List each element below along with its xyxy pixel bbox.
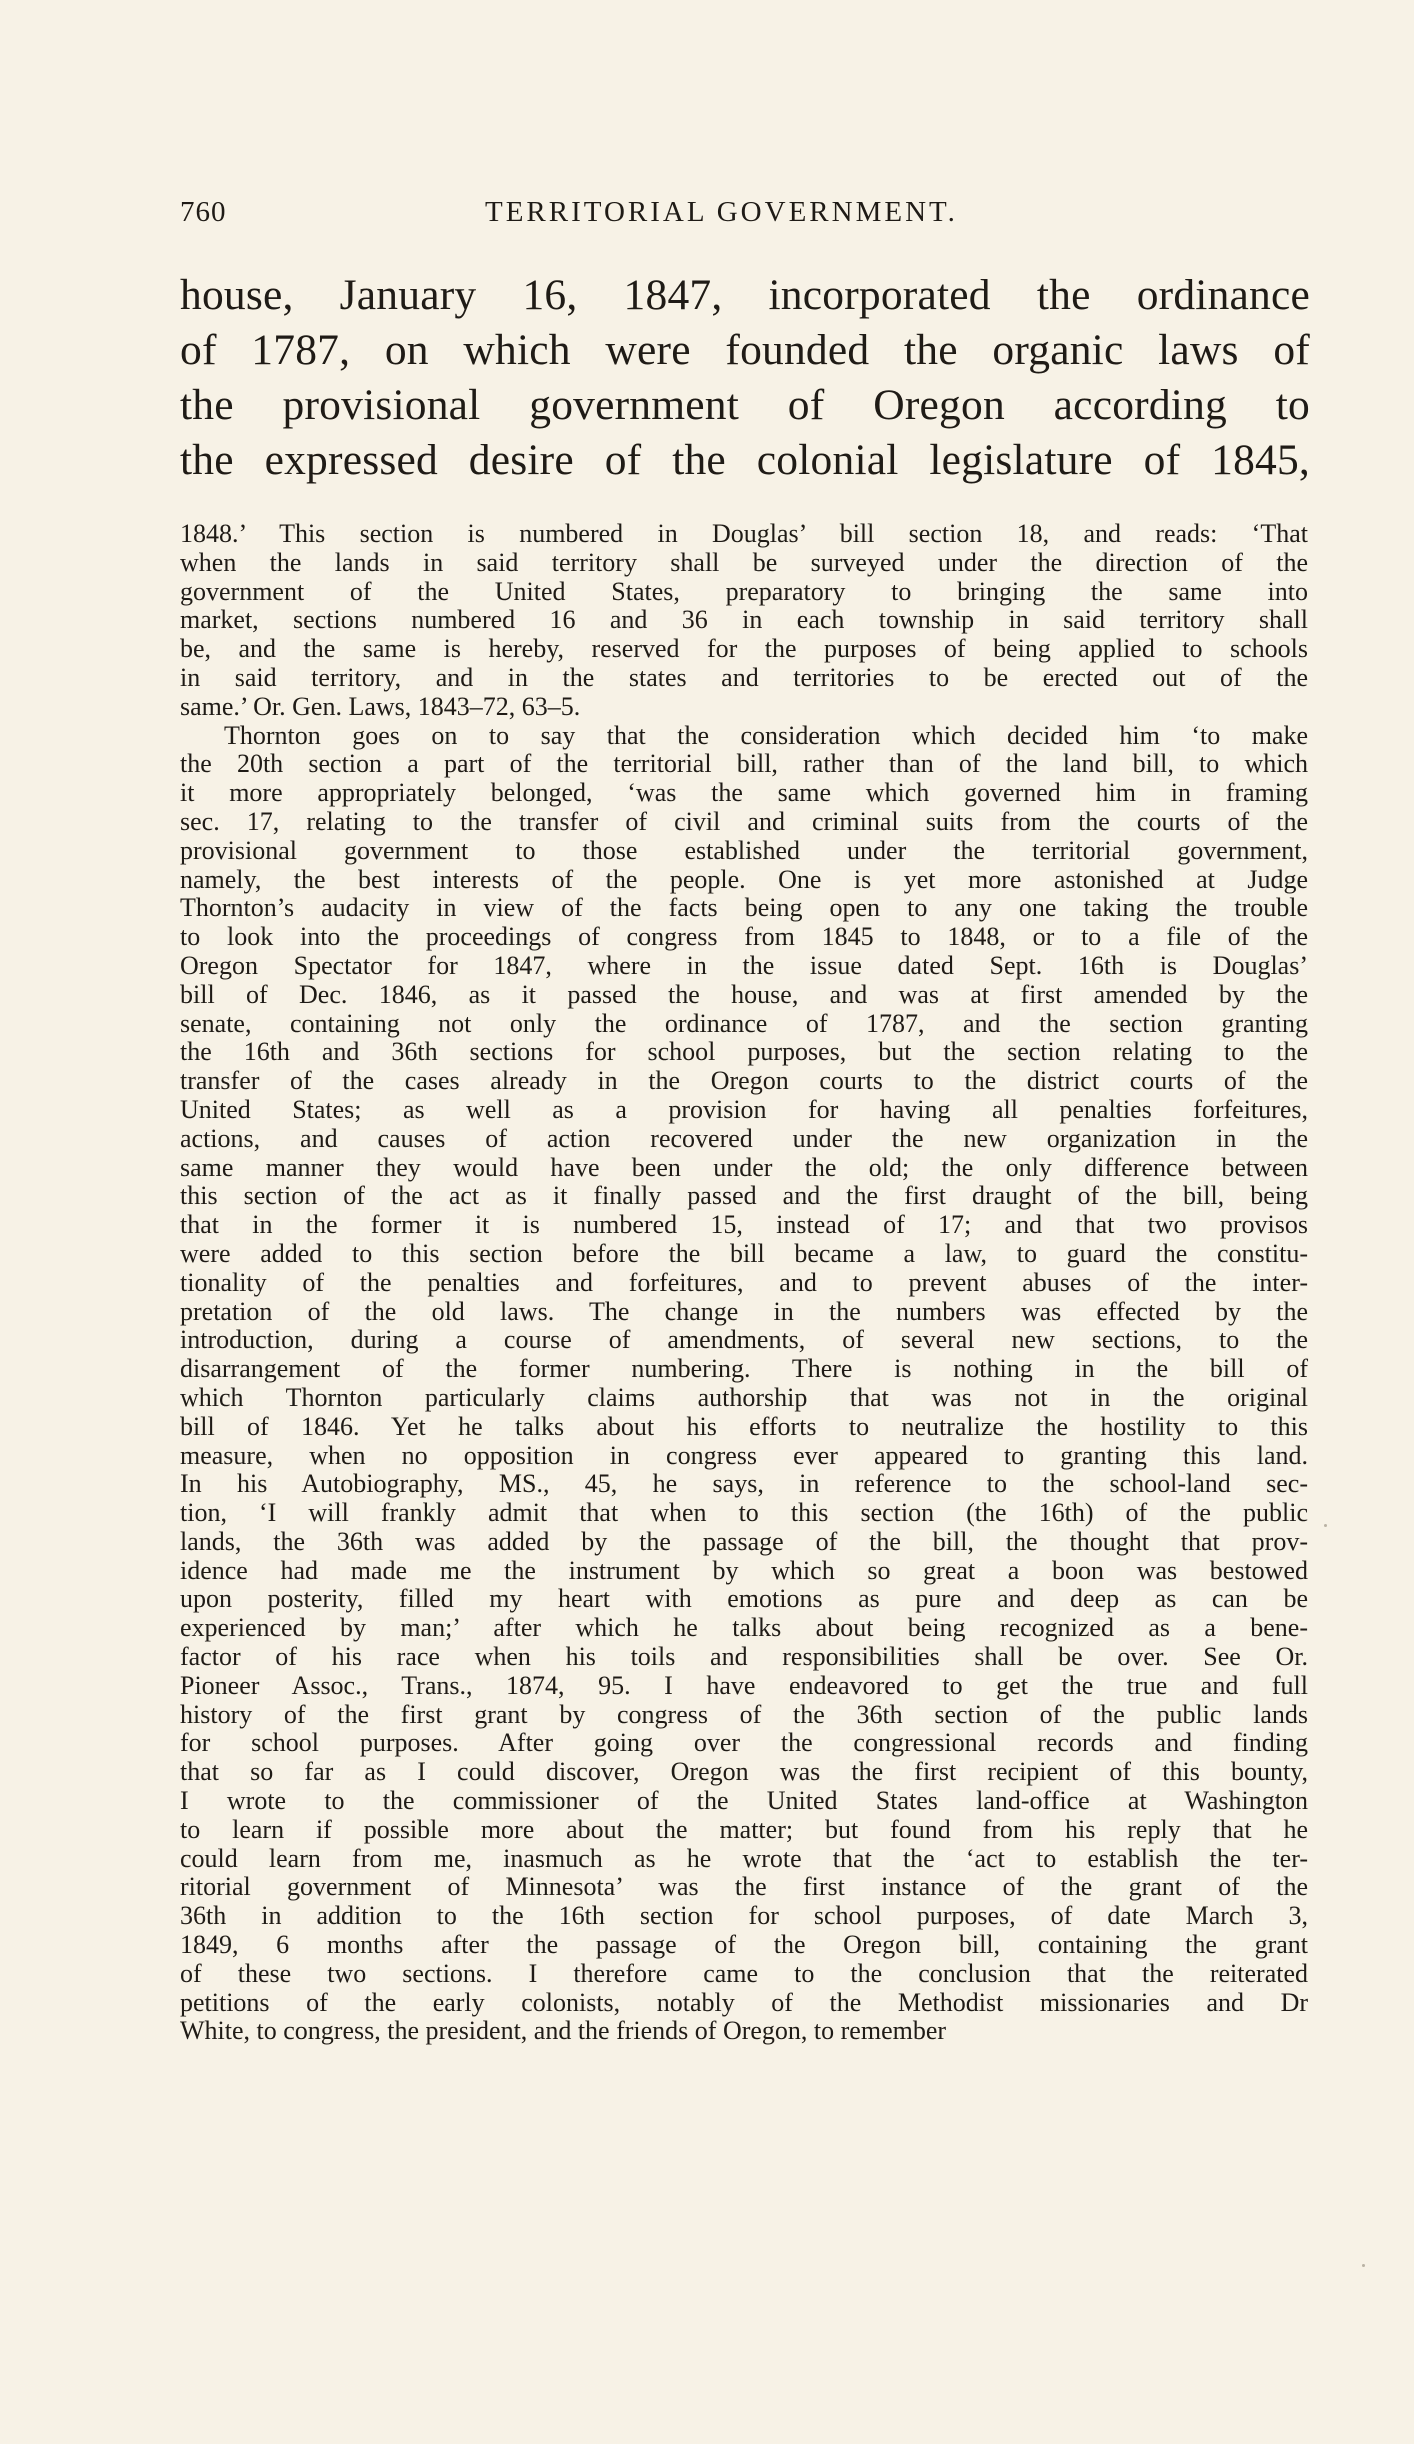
footnote-line: Thornton’s audacity in view of the facts being open to any one taking the trouble (180, 893, 1308, 923)
footnote-line: it more appropriately belonged, ‘was the same which governed him in framing (180, 778, 1308, 808)
footnote-line: measure, when no opposition in congress ever appeared to granting this land. (180, 1440, 1308, 1470)
footnote-line: disarrangement of the former numbering. There is nothing in the bill of (180, 1354, 1308, 1384)
footnote-line: 1849, 6 months after the passage of the Oregon bill, containing the grant (180, 1930, 1308, 1960)
footnote-line: in said territory, and in the states and territories to be erected out of the (180, 662, 1308, 692)
footnote-line: 1848.’ This section is numbered in Douglas’ bill section 18, and reads: ‘That (180, 519, 1308, 548)
main-text-line: the expressed desire of the colonial legislature of 1845, (180, 436, 1310, 484)
footnote-line: the 20th section a part of the territorial bill, rather than of the land bill, to which (180, 749, 1308, 779)
footnote-line: I wrote to the commissioner of the United States land-office at Washington (180, 1786, 1308, 1816)
footnote-line: introduction, during a course of amendments, of several new sections, to the (180, 1325, 1308, 1355)
footnote-line: petitions of the early colonists, notably of the Methodist missionaries and Dr (180, 1987, 1308, 2017)
footnote-line: this section of the act as it finally passed and the first draught of the bill, being (180, 1181, 1308, 1211)
footnote-line: In his Autobiography, MS., 45, he says, in reference to the school-land sec- (180, 1469, 1308, 1499)
footnote-line: tionality of the penalties and forfeitures, and to prevent abuses of the inter- (180, 1267, 1308, 1297)
footnote-line: that in the former it is numbered 15, instead of 17; and that two provisos (180, 1210, 1308, 1240)
main-text (180, 268, 1310, 488)
footnote-line: same.’ Or. Gen. Laws, 1843–72, 63–5. (180, 691, 581, 721)
footnote-line: when the lands in said territory shall be surveyed under the direction of the (180, 547, 1308, 577)
footnote-line: the 16th and 36th sections for school purposes, but the section relating to the (180, 1037, 1308, 1067)
footnote-line: tion, ‘I will frankly admit that when to this section (the 16th) of the public (180, 1498, 1308, 1528)
paper-speck (1362, 2264, 1365, 2267)
footnote-line: history of the first grant by congress of the 36th section of the public lands (180, 1699, 1308, 1729)
footnote-line: experienced by man;’ after which he talks about being recognized as a bene- (180, 1613, 1308, 1643)
paper-speck (1324, 1524, 1327, 1527)
footnote-line: be, and the same is hereby, reserved for the purposes of being applied to schools (180, 634, 1308, 664)
footnote-line: upon posterity, filled my heart with emotions as pure and deep as can be (180, 1584, 1308, 1614)
footnote-line: to look into the proceedings of congress from 1845 to 1848, or to a file of the (180, 922, 1308, 952)
footnote-paragraph-start: Thornton goes on to say that the consideration which decided him ‘to make (224, 720, 1308, 750)
main-text-line: house, January 16, 1847, incorporated the ordinance (180, 271, 1310, 319)
footnote-line: provisional government to those established under the territorial government, (180, 835, 1308, 865)
running-head: TERRITORIAL GOVERNMENT. (485, 196, 958, 228)
footnote (180, 520, 1308, 2046)
footnote-line: bill of Dec. 1846, as it passed the house, and was at first amended by the (180, 979, 1308, 1009)
footnote-line: senate, containing not only the ordinance of 1787, and the section granting (180, 1008, 1308, 1038)
footnote-line: market, sections numbered 16 and 36 in each township in said territory shall (180, 605, 1308, 635)
footnote-line: lands, the 36th was added by the passage of the bill, the thought that prov- (180, 1526, 1308, 1556)
footnote-line: government of the United States, preparatory to bringing the same into (180, 576, 1308, 606)
footnote-line: for school purposes. After going over the congressional records and finding (180, 1728, 1308, 1758)
footnote-line: factor of his race when his toils and responsibilities shall be over. See Or. (180, 1642, 1308, 1672)
footnote-line: White, to congress, the president, and the friends of Oregon, to remember (180, 2016, 947, 2046)
footnote-line: were added to this section before the bill became a law, to guard the constitu- (180, 1238, 1308, 1268)
footnote-line: bill of 1846. Yet he talks about his efforts to neutralize the hostility to this (180, 1411, 1308, 1441)
footnote-line: actions, and causes of action recovered under the new organization in the (180, 1123, 1308, 1153)
footnote-line: transfer of the cases already in the Oregon courts to the district courts of the (180, 1066, 1308, 1096)
footnote-line: ritorial government of Minnesota’ was the first instance of the grant of the (180, 1872, 1308, 1902)
footnote-line: which Thornton particularly claims authorship that was not in the original (180, 1382, 1308, 1412)
main-text-line: of 1787, on which were founded the organic laws of (180, 326, 1310, 374)
footnote-line: idence had made me the instrument by which so great a boon was bestowed (180, 1555, 1308, 1585)
main-text-line: the provisional government of Oregon according to (180, 381, 1310, 429)
page-number: 760 (180, 196, 227, 228)
footnote-line: pretation of the old laws. The change in the numbers was effected by the (180, 1296, 1308, 1326)
footnote-line: same manner they would have been under the old; the only difference between (180, 1152, 1308, 1182)
footnote-line: of these two sections. I therefore came to the conclusion that the reiterated (180, 1958, 1308, 1988)
footnote-line: sec. 17, relating to the transfer of civil and criminal suits from the courts of the (180, 806, 1308, 836)
footnote-line: 36th in addition to the 16th section for school purposes, of date March 3, (180, 1901, 1308, 1931)
footnote-line: Oregon Spectator for 1847, where in the issue dated Sept. 16th is Douglas’ (180, 950, 1308, 980)
footnote-line: that so far as I could discover, Oregon was the first recipient of this bounty, (180, 1757, 1308, 1787)
footnote-line: namely, the best interests of the people. One is yet more astonished at Judge (180, 864, 1308, 894)
page-header (180, 196, 1320, 236)
footnote-line: could learn from me, inasmuch as he wrote that the ‘act to establish the ter- (180, 1843, 1308, 1873)
footnote-line: to learn if possible more about the matter; but found from his reply that he (180, 1814, 1308, 1844)
footnote-line: United States; as well as a provision for having all penalties forfeitures, (180, 1094, 1308, 1124)
footnote-line: Pioneer Assoc., Trans., 1874, 95. I have endeavored to get the true and full (180, 1670, 1308, 1700)
